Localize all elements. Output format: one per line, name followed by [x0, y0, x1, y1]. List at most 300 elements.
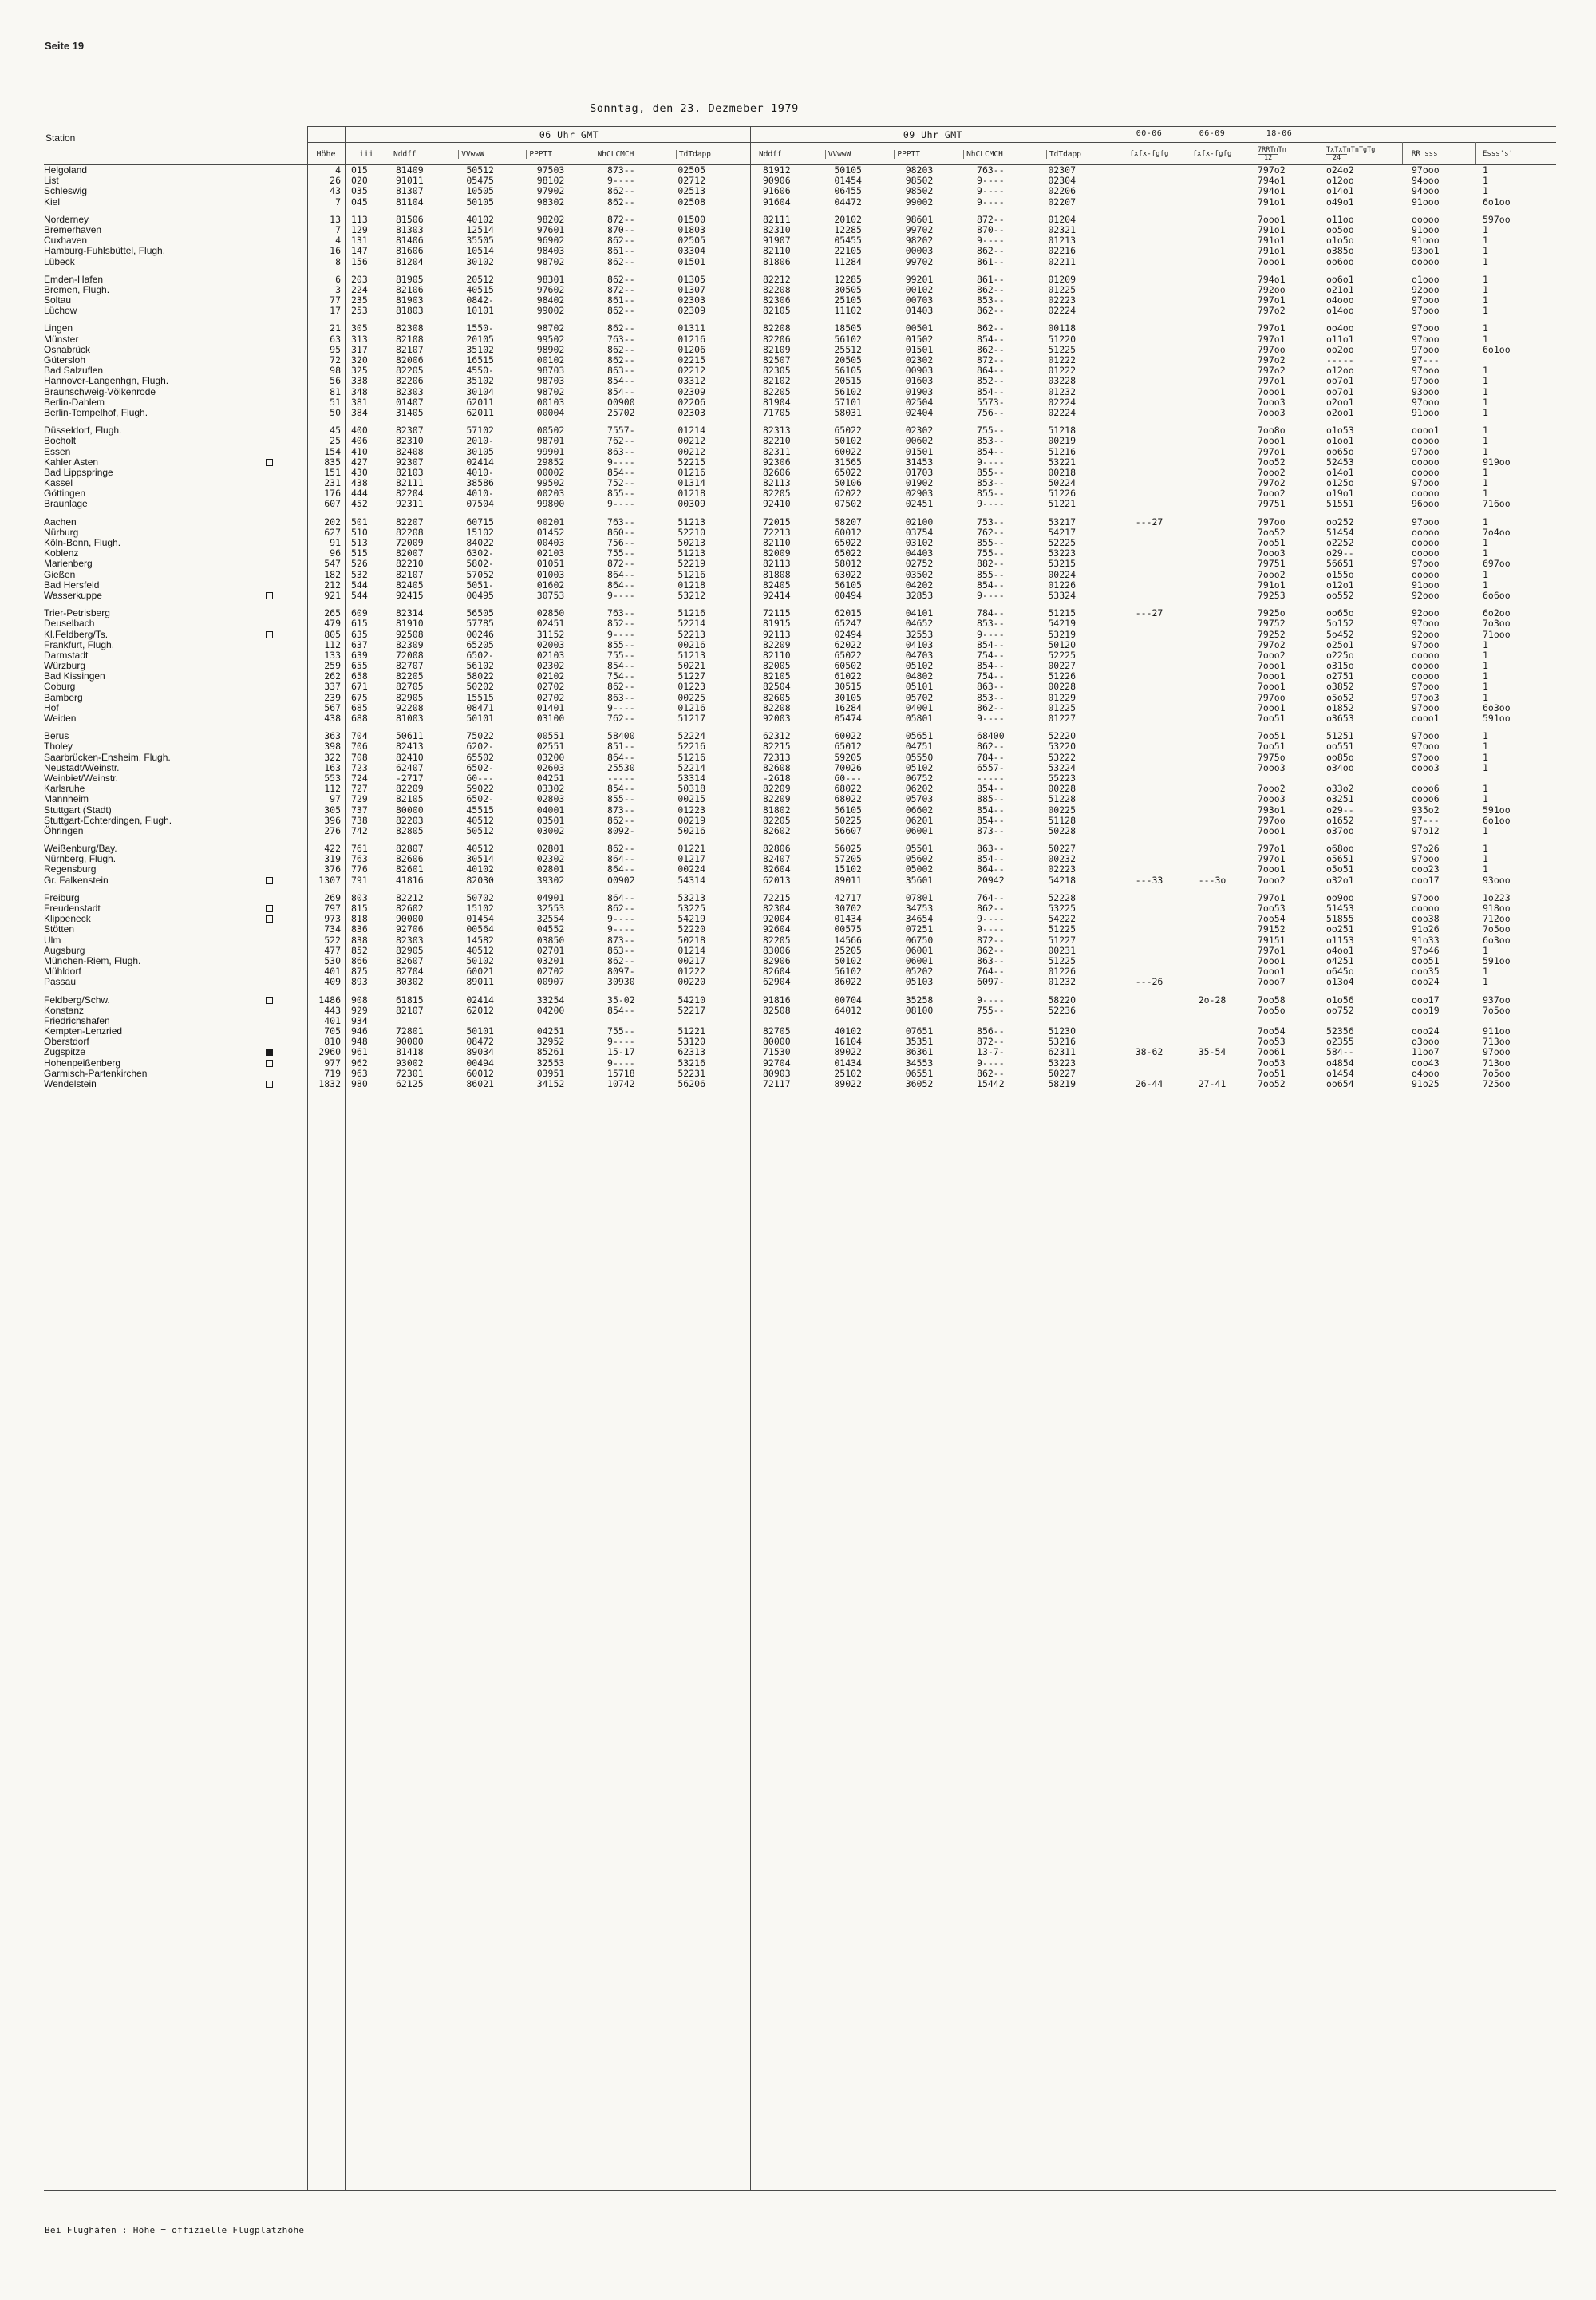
obs-06-values	[388, 935, 750, 946]
obs-09-values	[750, 257, 1116, 267]
obs-group: 51220	[1048, 333, 1076, 345]
obs-06-values	[388, 1006, 750, 1016]
obs-group: 57205	[834, 853, 862, 865]
obs-group: 753--	[977, 516, 1005, 528]
obs-group: 50101	[466, 1026, 494, 1037]
obs-group: 98703	[536, 375, 565, 387]
obs-group: 862--	[607, 196, 635, 207]
obs-09-values	[750, 1079, 1116, 1089]
obs-group: 99800	[536, 498, 565, 510]
obs-group: 01204	[1048, 213, 1076, 225]
obs-group: 854--	[607, 783, 635, 795]
obs-group: 864--	[607, 751, 635, 763]
obs-group: 82602	[763, 824, 791, 836]
obs-group: 00246	[466, 628, 494, 640]
rr-sss-value: 92ooo	[1412, 607, 1440, 619]
wind-extreme-06-09	[1183, 1058, 1242, 1069]
wind-extreme-06-09	[1183, 246, 1242, 256]
obs-group: 62125	[396, 1078, 424, 1089]
obs-group: 01223	[678, 804, 705, 816]
obs-group: -----	[977, 772, 1005, 784]
table-row	[44, 570, 1556, 580]
temp-extremes-24h-value: o1o53	[1326, 425, 1354, 437]
obs-group: 82408	[396, 445, 424, 457]
obs-group: 35601	[905, 874, 934, 886]
subheader-txtx-tntn: TxTxTnTnTgTg 24	[1326, 145, 1376, 162]
wind-extreme-00-06: ---27	[1135, 516, 1163, 528]
wind-extreme-06-09: 2o-28	[1198, 994, 1227, 1006]
station-number: 532	[351, 568, 368, 580]
station-number: 688	[351, 713, 368, 724]
obs-group: 99201	[905, 273, 934, 285]
esss-value: 591oo	[1483, 804, 1511, 816]
obs-group: 01213	[1048, 235, 1076, 247]
wind-extreme-06-09	[1183, 528, 1242, 538]
station-name: Kl.Feldberg/Ts.	[44, 628, 109, 640]
rr-sss-value: ooooo	[1412, 660, 1440, 672]
wind-extreme-06-09	[1183, 826, 1242, 836]
table-row	[44, 924, 1556, 935]
obs-group: 82030	[466, 874, 494, 886]
obs-group: 862--	[607, 185, 635, 197]
obs-group: 02224	[1048, 406, 1076, 418]
obs-group: 82212	[396, 891, 424, 903]
wind-extreme-06-09	[1183, 893, 1242, 903]
obs-09-values	[750, 826, 1116, 836]
station-height: 262	[324, 670, 341, 682]
station-marker-icon	[266, 592, 273, 599]
temp-extremes-24h-value: o37oo	[1326, 824, 1354, 836]
esss-value: 1	[1483, 761, 1488, 773]
temp-extremes-24h-value: o34oo	[1326, 761, 1354, 773]
station-height: 45	[330, 425, 341, 437]
temp-extremes-24h-value: o5o52	[1326, 691, 1354, 703]
obs-06-values	[388, 387, 750, 397]
obs-group: 82310	[396, 435, 424, 447]
obs-group: 50228	[1048, 824, 1076, 836]
obs-group: 05103	[905, 976, 934, 988]
precip-12h-value: 7oo54	[1258, 1026, 1286, 1037]
precip-12h-value: 7ooo3	[1258, 396, 1286, 408]
station-height: 176	[324, 488, 341, 500]
obs-group: 98402	[536, 294, 565, 306]
obs-group: 82204	[396, 488, 424, 500]
obs-group: 25702	[607, 406, 635, 418]
wind-extreme-00-06	[1116, 854, 1183, 864]
esss-value: 1	[1483, 305, 1488, 317]
esss-value: 93ooo	[1483, 874, 1511, 886]
obs-group: 854--	[607, 466, 635, 478]
station-name: Braunschweig-Völkenrode	[44, 385, 156, 397]
obs-group: 82113	[763, 477, 791, 489]
station-name: Schleswig	[44, 185, 88, 197]
esss-value: 1	[1483, 660, 1488, 672]
obs-group: 01209	[1048, 273, 1076, 285]
obs-group: 9----	[977, 1057, 1005, 1069]
station-number: 410	[351, 445, 368, 457]
obs-group: 82805	[396, 824, 424, 836]
wind-extreme-06-09	[1183, 457, 1242, 468]
obs-group: 54314	[678, 874, 705, 886]
obs-group: 02504	[905, 396, 934, 408]
obs-group: 01214	[678, 425, 705, 437]
obs-group: 01222	[1048, 365, 1076, 377]
station-name: Bad Hersfeld	[44, 579, 100, 591]
precip-12h-value: 794o1	[1258, 185, 1286, 197]
obs-group: 81003	[396, 713, 424, 724]
table-row	[44, 935, 1556, 946]
rr-sss-value: 97oo3	[1412, 691, 1440, 703]
subheader-nddff: Nddff	[393, 149, 417, 159]
obs-06-values	[388, 197, 750, 207]
obs-06-values	[388, 499, 750, 509]
obs-group: 01218	[678, 488, 705, 500]
station-number: 929	[351, 1004, 368, 1016]
obs-group: 58219	[1048, 1078, 1076, 1089]
obs-group: 86361	[905, 1046, 934, 1058]
station-number: 510	[351, 526, 368, 538]
esss-value: 1	[1483, 435, 1488, 447]
obs-group: 52214	[678, 618, 705, 630]
obs-group: 9----	[977, 589, 1005, 601]
rr-sss-value: ooo51	[1412, 954, 1440, 966]
station-name: Gütersloh	[44, 354, 86, 366]
obs-09-values	[750, 334, 1116, 345]
obs-group: 784--	[977, 607, 1005, 619]
obs-group: 00225	[678, 691, 705, 703]
station-name: Soltau	[44, 294, 72, 306]
obs-group: 82209	[763, 793, 791, 805]
table-row	[44, 693, 1556, 703]
obs-group: 15-17	[607, 1046, 635, 1058]
rr-sss-value: ooooo	[1412, 526, 1440, 538]
rr-sss-value: 97ooo	[1412, 365, 1440, 377]
wind-extreme-06-09: ---3o	[1198, 874, 1227, 886]
obs-group: 54210	[678, 994, 705, 1006]
wind-extreme-06-09	[1183, 864, 1242, 875]
wind-extreme-06-09: 35-54	[1198, 1046, 1227, 1058]
obs-group: 04403	[905, 547, 934, 559]
obs-06-values	[388, 1058, 750, 1069]
obs-group: 82110	[763, 245, 791, 257]
station-height: 438	[324, 713, 341, 724]
obs-06-values	[388, 826, 750, 836]
obs-group: 5802-	[466, 558, 494, 570]
esss-value: 1	[1483, 638, 1488, 650]
obs-group: 872--	[977, 934, 1005, 946]
station-name: Stuttgart (Stadt)	[44, 804, 112, 816]
table-row	[44, 816, 1556, 826]
precip-12h-value: 7ooo1	[1258, 824, 1286, 836]
obs-group: 755--	[607, 649, 635, 661]
obs-group: 99002	[536, 305, 565, 317]
obs-group: 01216	[678, 333, 705, 345]
esss-value: 1	[1483, 579, 1488, 591]
obs-group: 784--	[977, 751, 1005, 763]
precip-12h-value: 7ooo2	[1258, 466, 1286, 478]
wind-extreme-06-09	[1183, 703, 1242, 713]
table-row	[44, 1047, 1556, 1057]
esss-value: 71ooo	[1483, 628, 1511, 640]
table-row	[44, 517, 1556, 528]
station-number: 147	[351, 245, 368, 257]
precip-12h-value: 797o1	[1258, 843, 1286, 855]
temp-extremes-24h-value: o315o	[1326, 660, 1354, 672]
esss-value: 1	[1483, 976, 1488, 988]
obs-group: 56105	[834, 579, 862, 591]
obs-group: 864--	[607, 579, 635, 591]
obs-group: 56025	[834, 843, 862, 855]
station-number: 727	[351, 783, 368, 795]
obs-group: 01452	[536, 526, 565, 538]
obs-group: 06001	[905, 824, 934, 836]
obs-group: 99502	[536, 477, 565, 489]
temp-extremes-24h-value: o385o	[1326, 245, 1354, 257]
obs-group: 65022	[834, 547, 862, 559]
obs-09-values	[750, 682, 1116, 692]
esss-value: 1	[1483, 853, 1488, 865]
wind-extreme-06-09	[1183, 257, 1242, 267]
station-number: 444	[351, 488, 368, 500]
obs-group: 53213	[678, 891, 705, 903]
precip-12h-value: 79751	[1258, 498, 1286, 510]
obs-group: 03228	[1048, 375, 1076, 387]
station-number: 501	[351, 516, 368, 528]
wind-extreme-00-06	[1116, 345, 1183, 355]
obs-group: 72117	[763, 1078, 791, 1089]
wind-extreme-00-06	[1116, 355, 1183, 366]
obs-group: 05102	[905, 660, 934, 672]
obs-group: 60022	[834, 730, 862, 742]
precip-12h-value: 7oo61	[1258, 1046, 1286, 1058]
table-row	[44, 334, 1556, 345]
esss-value: 591oo	[1483, 954, 1511, 966]
obs-group: 9----	[977, 498, 1005, 510]
obs-group: 862--	[977, 343, 1005, 355]
precip-12h-value: 79151	[1258, 934, 1286, 946]
obs-group: 9----	[977, 175, 1005, 187]
temp-extremes-24h-value: o2355	[1326, 1036, 1354, 1048]
esss-value: 6o2oo	[1483, 607, 1511, 619]
obs-group: 58220	[1048, 994, 1076, 1006]
rr-sss-value: ooooo	[1412, 568, 1440, 580]
obs-group: 885--	[977, 793, 1005, 805]
subheader-7rr-tntn: 7RRTnTn 12	[1258, 145, 1286, 162]
station-group	[44, 517, 1556, 602]
precip-12h-value: 79752	[1258, 618, 1286, 630]
temp-extremes-24h-value: o68oo	[1326, 843, 1354, 855]
obs-09-values	[750, 408, 1116, 418]
rr-sss-value: 97ooo	[1412, 305, 1440, 317]
station-height: 26	[330, 175, 341, 187]
obs-group: 755--	[977, 547, 1005, 559]
temp-extremes-24h-value: o5o51	[1326, 863, 1354, 875]
temp-extremes-24h-value: 5o452	[1326, 628, 1354, 640]
obs-group: 02513	[678, 185, 705, 197]
precip-12h-value: 7oo52	[1258, 1078, 1286, 1089]
obs-09-values	[750, 397, 1116, 408]
wind-extreme-06-09	[1183, 306, 1242, 316]
obs-09-values	[750, 591, 1116, 601]
obs-group: 02223	[1048, 863, 1076, 875]
obs-09-values	[750, 1047, 1116, 1057]
station-number: 515	[351, 547, 368, 559]
obs-group: 91011	[396, 175, 424, 187]
obs-group: 03302	[536, 783, 565, 795]
obs-group: 854--	[977, 783, 1005, 795]
obs-group: 02309	[678, 305, 705, 317]
obs-group: 51215	[1048, 607, 1076, 619]
obs-group: 92307	[396, 456, 424, 468]
station-marker-icon	[266, 877, 273, 884]
obs-group: 82208	[763, 701, 791, 713]
station-name: Oberstdorf	[44, 1036, 89, 1048]
obs-group: 30104	[466, 385, 494, 397]
obs-group: 81808	[763, 568, 791, 580]
obs-group: 65012	[834, 741, 862, 753]
obs-group: 30505	[834, 283, 862, 295]
rr-sss-value: 935o2	[1412, 804, 1440, 816]
precip-12h-value: 7ooo1	[1258, 670, 1286, 682]
precip-12h-value: 797o1	[1258, 294, 1286, 306]
obs-group: 82206	[396, 375, 424, 387]
esss-value: 1	[1483, 235, 1488, 247]
station-number: 313	[351, 333, 368, 345]
obs-group: 81606	[396, 245, 424, 257]
obs-group: 00102	[905, 283, 934, 295]
esss-value: 591oo	[1483, 713, 1511, 724]
wind-extreme-06-09	[1183, 591, 1242, 601]
obs-group: 00502	[536, 425, 565, 437]
obs-group: 6097-	[977, 976, 1005, 988]
obs-06-values	[388, 693, 750, 703]
wind-extreme-00-06	[1116, 306, 1183, 316]
obs-group: 854--	[977, 853, 1005, 865]
table-row	[44, 246, 1556, 256]
station-group	[44, 323, 1556, 418]
temp-extremes-24h-value: oo552	[1326, 589, 1354, 601]
rr-sss-value: oooo1	[1412, 713, 1440, 724]
obs-group: 82310	[763, 223, 791, 235]
table-row	[44, 559, 1556, 569]
precip-12h-value: 797oo	[1258, 516, 1286, 528]
rr-sss-value: ooooo	[1412, 213, 1440, 225]
obs-group: 02702	[536, 691, 565, 703]
wind-extreme-06-09	[1183, 805, 1242, 816]
obs-group: 62015	[834, 607, 862, 619]
temp-extremes-24h-value: o2751	[1326, 670, 1354, 682]
obs-group: 62011	[466, 396, 494, 408]
obs-group: 82705	[763, 1026, 791, 1037]
obs-group: 862--	[607, 235, 635, 247]
rr-sss-value: 97ooo	[1412, 741, 1440, 753]
station-height: 319	[324, 853, 341, 865]
obs-group: 53225	[1048, 903, 1076, 914]
obs-group: 92706	[396, 923, 424, 935]
temp-extremes-24h-value: o11oo	[1326, 213, 1354, 225]
precip-12h-value: 797o1	[1258, 853, 1286, 865]
obs-group: 82606	[396, 853, 424, 865]
obs-group: 51213	[678, 547, 705, 559]
esss-value: 1	[1483, 164, 1488, 176]
obs-group: 00220	[678, 976, 705, 988]
obs-group: 65022	[834, 537, 862, 548]
obs-group: 862--	[977, 283, 1005, 295]
obs-group: 82309	[396, 638, 424, 650]
wind-extreme-00-06: 38-62	[1135, 1046, 1163, 1058]
obs-group: 80000	[763, 1036, 791, 1048]
rr-sss-value: ooo23	[1412, 863, 1440, 875]
temp-extremes-24h-value: 56651	[1326, 558, 1354, 570]
station-number: 908	[351, 994, 368, 1006]
precip-12h-value: 7oo51	[1258, 1067, 1286, 1079]
obs-09-values	[750, 215, 1116, 225]
rr-sss-value: 97ooo	[1412, 618, 1440, 630]
temp-extremes-24h-value: oo251	[1326, 923, 1354, 935]
table-row	[44, 376, 1556, 386]
obs-group: 98902	[536, 343, 565, 355]
wind-extreme-00-06: ---26	[1135, 976, 1163, 988]
esss-value: 1	[1483, 793, 1488, 805]
esss-value: 1	[1483, 537, 1488, 548]
obs-group: 05202	[905, 966, 934, 978]
obs-09-values	[750, 864, 1116, 875]
obs-group: 873--	[607, 164, 635, 176]
rr-sss-value: 97ooo	[1412, 375, 1440, 387]
table-row	[44, 447, 1556, 457]
obs-group: 82707	[396, 660, 424, 672]
obs-group: 01225	[1048, 283, 1076, 295]
station-number: 946	[351, 1026, 368, 1037]
obs-group: 51225	[1048, 923, 1076, 935]
obs-group: 02451	[536, 618, 565, 630]
station-number: 320	[351, 354, 368, 366]
wind-extreme-06-09	[1183, 935, 1242, 946]
obs-group: 01051	[536, 558, 565, 570]
obs-group: 81803	[396, 305, 424, 317]
obs-group: 81307	[396, 185, 424, 197]
header-06-09: 06-09	[1199, 129, 1226, 138]
obs-group: -2618	[763, 772, 791, 784]
obs-group: 01454	[466, 913, 494, 925]
precip-12h-value: 7ooo1	[1258, 701, 1286, 713]
obs-group: 82606	[763, 466, 791, 478]
wind-extreme-06-09	[1183, 753, 1242, 763]
esss-value: 1	[1483, 322, 1488, 334]
station-number: 961	[351, 1046, 368, 1058]
obs-group: 9----	[607, 923, 635, 935]
precip-12h-value: 797o2	[1258, 477, 1286, 489]
weather-observation-table	[44, 126, 1556, 2191]
obs-group: 863--	[607, 365, 635, 377]
obs-06-values	[388, 816, 750, 826]
temp-extremes-24h-value: 51453	[1326, 903, 1354, 914]
obs-group: 872--	[607, 558, 635, 570]
obs-group: 82208	[763, 322, 791, 334]
obs-group: 56102	[834, 385, 862, 397]
obs-group: 00203	[536, 488, 565, 500]
station-number: 113	[351, 213, 368, 225]
rr-sss-value: 97ooo	[1412, 751, 1440, 763]
obs-group: 98702	[536, 255, 565, 267]
precip-12h-value: 791o1	[1258, 579, 1286, 591]
table-row	[44, 387, 1556, 397]
precip-12h-value: 79751	[1258, 558, 1286, 570]
obs-group: 82314	[396, 607, 424, 619]
obs-group: 01311	[678, 322, 705, 334]
obs-group: 5051-	[466, 579, 494, 591]
wind-extreme-00-06	[1116, 197, 1183, 207]
